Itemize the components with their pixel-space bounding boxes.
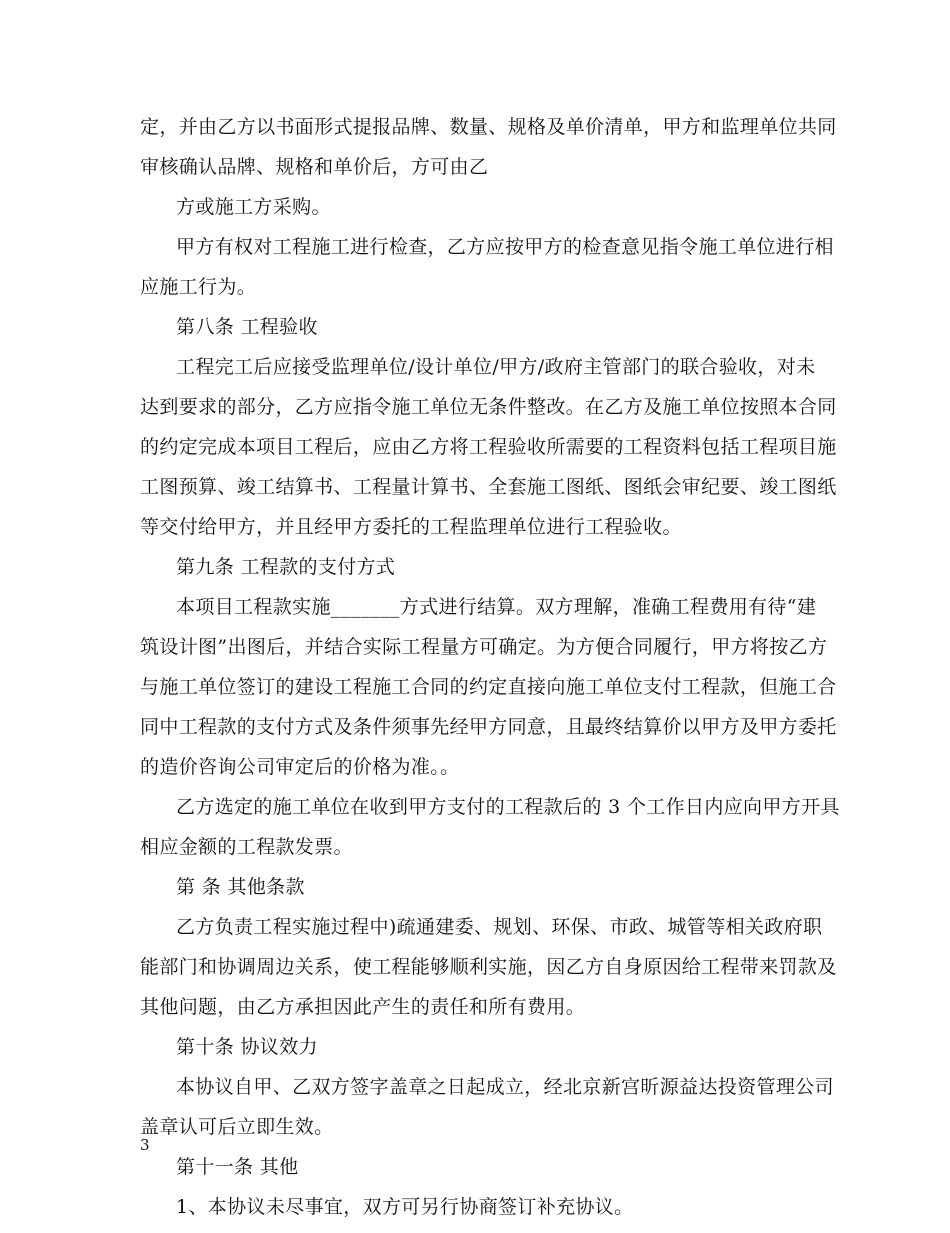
text-line: 达到要求的部分，乙方应指令施工单位无条件整改。在乙方及施工单位按照本合同 [140,396,837,418]
document-body [140,113,840,1233]
text-line: 第 条 其他条款 [176,876,305,898]
text-line: 工图预算、竣工结算书、工程量计算书、全套施工图纸、图纸会审纪要、竣工图纸 [140,476,837,498]
text-line: 应施工行为。 [140,276,257,298]
text-line: 方或施工方采购。 [176,196,331,218]
text-line: 乙方负责工程实施过程中)疏通建委、规划、环保、市政、城管等相关政府职 [176,916,823,938]
text-line: 甲方有权对工程施工进行检查，乙方应按甲方的检查意见指令施工单位进行相 [176,236,834,258]
text-line: 审核确认品牌、规格和单价后，方可由乙 [140,156,489,178]
text-line: 定，并由乙方以书面形式提报品牌、数量、规格及单价清单，甲方和监理单位共同 [140,116,837,138]
text-line: 乙方选定的施工单位在收到甲方支付的工程款后的 3 个工作日内应向甲方开具 [176,796,840,818]
text-line: 其他问题，由乙方承担因此产生的责任和所有费用。 [140,996,586,1018]
text-line: 等交付给甲方，并且经甲方委托的工程监理单位进行工程验收。 [140,516,682,538]
text-line: 第十条 协议效力 [176,1036,318,1058]
text-line: 第十一条 其他 [176,1156,299,1178]
text-line: 第九条 工程款的支付方式 [176,556,396,578]
text-line: 的约定完成本项目工程后，应由乙方将工程验收所需要的工程资料包括工程项目施 [140,436,837,458]
page-number: 3 [140,1136,150,1154]
text-line: 本项目工程款实施_______方式进行结算。双方理解，准确工程费用有待“建 [176,596,817,618]
text-line: 筑设计图”出图后，并结合实际工程量方可确定。为方便合同履行，甲方将按乙方 [140,636,828,658]
text-line: 第八条 工程验收 [176,316,318,338]
text-line: 能部门和协调周边关系，使工程能够顺利实施，因乙方自身原因给工程带来罚款及 [140,956,837,978]
text-line: 相应金额的工程款发票。 [140,836,353,858]
text-line: 工程完工后应接受监理单位/设计单位/甲方/政府主管部门的联合验收，对未 [176,356,816,378]
text-line: 与施工单位签订的建设工程施工合同的约定直接向施工单位支付工程款，但施工合 [140,676,837,698]
text-line: 的造价咨询公司审定后的价格为准。。 [140,756,460,778]
text-line: 本协议自甲、乙双方签字盖章之日起成立，经北京新宫昕源益达投资管理公司 [176,1076,834,1098]
text-line: 同中工程款的支付方式及条件须事先经甲方同意，且最终结算价以甲方及甲方委托 [140,716,837,738]
text-line: 1、本协议未尽事宜，双方可另行协商签订补充协议。 [176,1196,634,1218]
text-line: 盖章认可后立即生效。 [140,1116,334,1138]
